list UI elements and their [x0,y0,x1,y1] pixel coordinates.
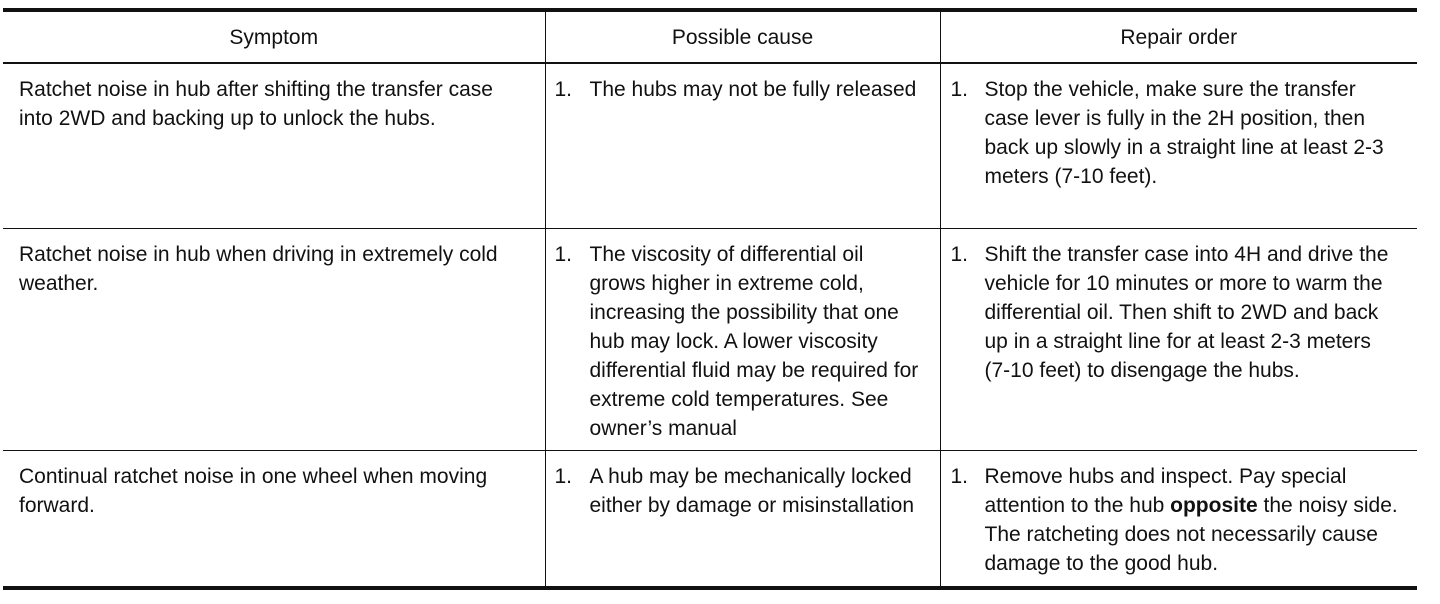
repair-number: 1. [950,243,969,266]
cause-item [546,229,940,443]
troubleshooting-table [3,12,1417,590]
repair-text: Stop the vehicle, make sure the transfer case lever is fully in the 2H position, then back up slowly in a straight line at least 2-3 meters (7-10 feet). [984,78,1384,188]
symptom-cell [3,451,545,591]
cause-cell [545,63,940,229]
table-header-row [3,12,1417,63]
symptom-text: Ratchet noise in hub after shifting the transfer case into 2WD and backing up to unlock the hubs. [19,78,493,130]
cause-cell [545,451,940,591]
repair-cell [940,63,1417,229]
table-row [3,451,1417,591]
repair-number: 1. [950,465,969,488]
cause-number: 1. [554,465,573,488]
header-possible-cause: Possible cause [545,12,940,63]
symptom-text: Continual ratchet noise in one wheel when moving forward. [19,465,488,517]
cause-text: The viscosity of differential oil grows higher in extreme cold, increasing the possibility that one hub may lock. A lower viscosity differential fluid may be required for extreme cold temperatures. See owner’s manual [589,243,919,440]
header-symptom: Symptom [3,12,545,63]
symptom-cell [3,229,545,451]
repair-item [941,64,1418,191]
symptom-cell [3,63,545,229]
cause-item [546,451,940,520]
repair-text-start: Remove hubs and inspect. Pay special attention to the hub [984,465,1347,517]
cause-text: The hubs may not be fully released [589,78,917,101]
repair-item [941,229,1418,385]
cause-number: 1. [554,78,573,101]
symptom-text: Ratchet noise in hub when driving in extremely cold weather. [19,243,498,295]
cause-text: A hub may be mechanically locked either by damage or misinstallation [589,465,914,517]
cause-number: 1. [554,243,573,266]
repair-item [941,451,1418,578]
header-repair-order: Repair order [940,12,1417,63]
table-row [3,63,1417,229]
cause-cell [545,229,940,451]
repair-cell [940,451,1417,591]
troubleshooting-table-frame [3,8,1417,590]
repair-cell [940,229,1417,451]
repair-text-end: the noisy side. The ratcheting does not necessarily cause damage to the good hub. [984,494,1398,575]
repair-number: 1. [950,78,969,101]
repair-text-emphasis: opposite [1170,494,1258,517]
table-row [3,229,1417,451]
repair-text: Shift the transfer case into 4H and drive the vehicle for 10 minutes or more to warm the differential oil. Then shift to 2WD and back up in a straight line for at least 2-3 meters (7-10 feet) to disengage the hubs. [984,243,1389,382]
cause-item [546,64,940,104]
